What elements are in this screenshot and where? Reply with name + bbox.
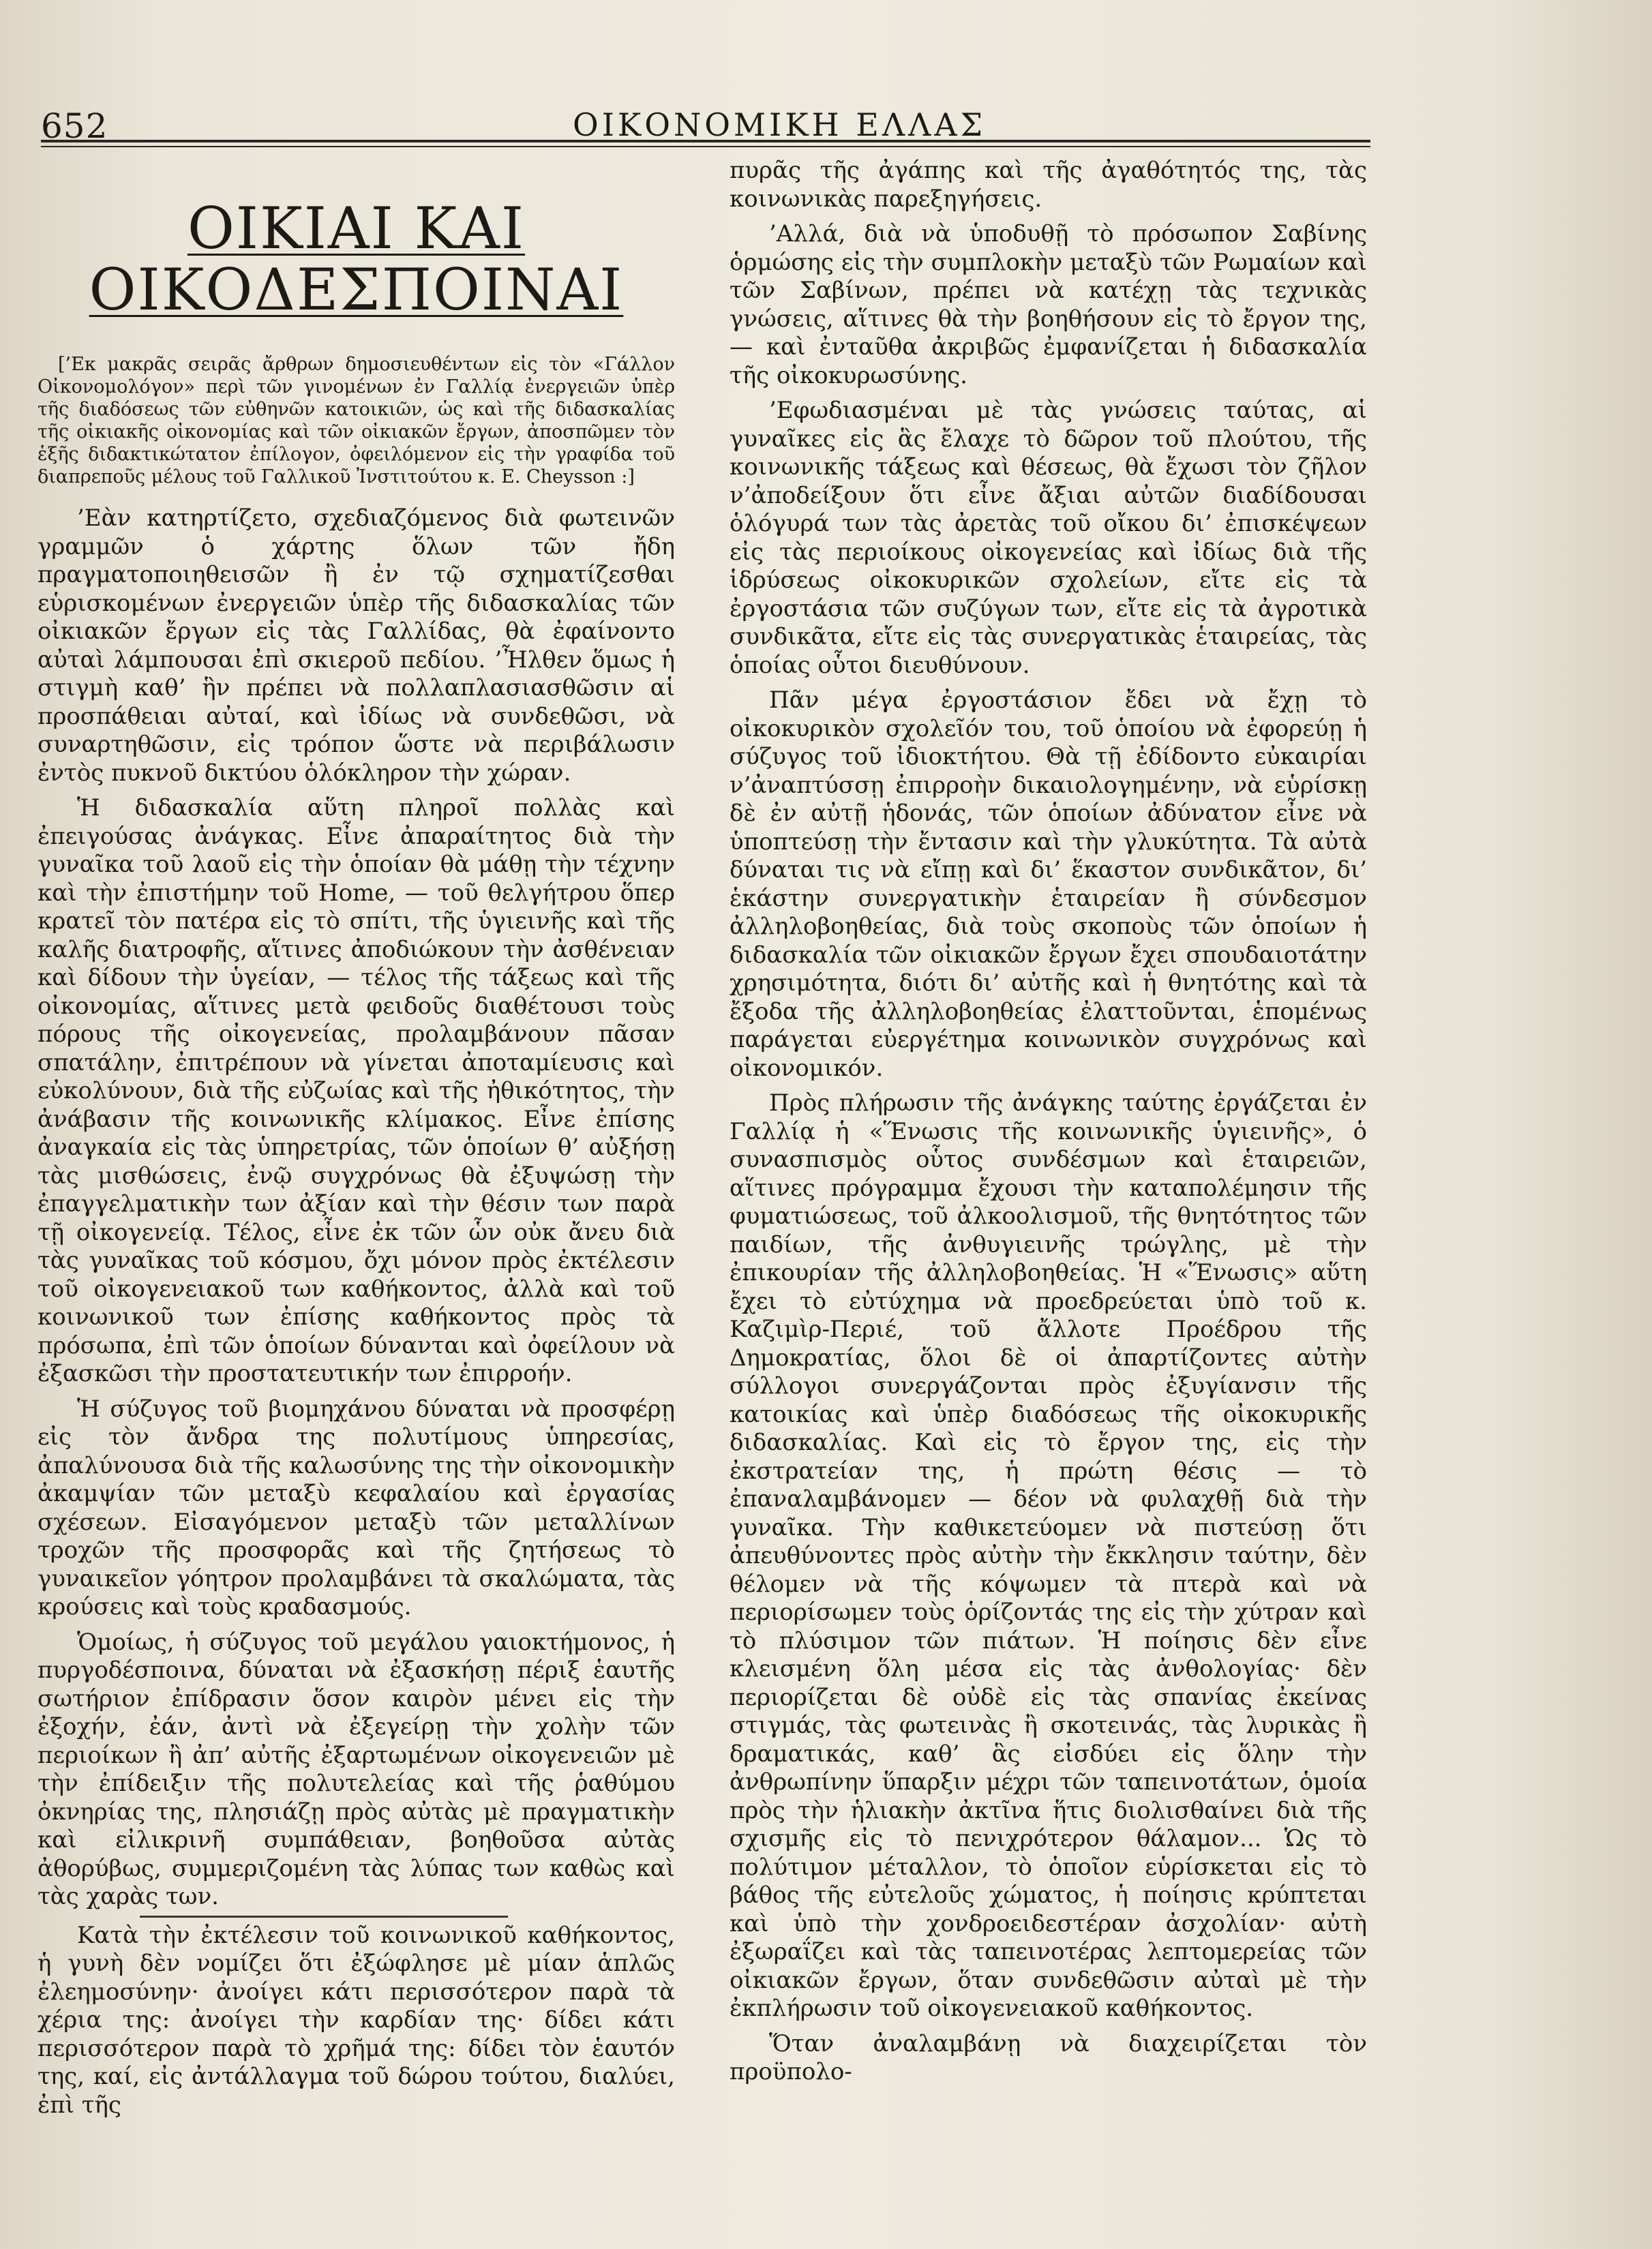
paragraph: Κατὰ τὴν ἐκτέλεσιν τοῦ κοινωνικοῦ καθήκοντος, ἡ γυνὴ δὲν νομίζει ὅτι ἐξώφλησε μὲ μίαν ἁπλῶς ἐλεημοσύνην· ἀνοίγει κάτι περισσότερον παρὰ τὰ χέρια της: ἀνοίγει τὴν καρδίαν της· δίδει κάτι περισσότερον παρὰ τὸ χρῆμά της: δίδει τὸν ἑαυτόν της, καί, εἰς ἀντάλλαγμα τοῦ δώρου τούτου, διαλύει, ἐπὶ τῆς: [37, 1921, 675, 2119]
header-rule: [41, 140, 1370, 142]
paragraph: Πᾶν μέγα ἐργοστάσιον ἔδει νὰ ἔχῃ τὸ οἰκοκυρικὸν σχολεῖόν του, τοῦ ὁποίου νὰ ἐφορεύῃ ἡ σύζυγος τοῦ ἰδιοκτήτου. Θὰ τῇ ἐδίδοντο εὐκαιρίαι ν’ἀναπτύσσῃ ἐπιρροὴν δικαιολογημένην, νὰ εὑρίσκῃ δὲ ἐν αὐτῇ ἡδονάς, τῶν ὁποίων ἀδύνατον εἶνε νὰ ὑποπτεύσῃ τὴν ἔντασιν καὶ τὴν γλυκύτητα. Τὰ αὐτὰ δύναται τις νὰ εἴπῃ καὶ δι’ ἕκαστον συνδικᾶτον, δι’ ἑκάστην συνεργατικὴν ἑταιρείαν ἢ σύνδεσμον ἀλληλοβοηθείας, διὰ τοὺς σκοποὺς τῶν ὁποίων ἡ διδασκαλία τῶν οἰκιακῶν ἔργων ἔχει σπουδαιοτάτην χρησιμότητα, διότι δι’ αὐτῆς καὶ ἡ θνητότης καὶ τὰ ἔξοδα τῆς ἀλληλοβοηθείας ἐλαττοῦνται, ἑπομένως παράγεται εὐεργέτημα κοινωνικὸν συγχρόνως καὶ οἰκονομικόν.: [730, 686, 1367, 1082]
paragraph: Ὁμοίως, ἡ σύζυγος τοῦ μεγάλου γαιοκτήμονος, ἡ πυργοδέσποινα, δύναται νὰ ἐξασκήσῃ πέριξ ἑαυτῆς σωτήριον ἐπίδρασιν ὅσον καιρὸν μένει εἰς τὴν ἐξοχήν, ἐάν, ἀντὶ νὰ ἐξεγείρῃ τὴν χολὴν τῶν περιοίκων ἢ ἀπ’ αὐτῆς ἐξαρτωμένων οἰκογενειῶν μὲ τὴν ἐπίδειξιν τῆς πολυτελείας καὶ τῆς ῥαθύμου ὀκνηρίας της, πλησιάζῃ πρὸς αὐτὰς μὲ πραγματικὴν καὶ εἰλικρινῆ συμπάθειαν, βοηθοῦσα αὐτὰς ἀθορύβως, συμμεριζομένη τὰς λύπας των καθὼς καὶ τὰς χαρὰς των.: [37, 1628, 675, 1910]
page-header: [41, 102, 1370, 146]
paragraph: Ἡ διδασκαλία αὕτη πληροῖ πολλὰς καὶ ἐπειγούσας ἀνάγκας. Εἶνε ἀπαραίτητος διὰ τὴν γυναῖκα τοῦ λαοῦ εἰς τὴν ὁποίαν θὰ μάθῃ τὴν τέχνην καὶ τὴν ἐπιστήμην τοῦ Home, — τοῦ θελγήτρου ὅπερ κρατεῖ τὸν πατέρα εἰς τὸ σπίτι, τῆς ὑγιεινῆς καὶ τῆς καλῆς διατροφῆς, αἵτινες ἀποδιώκουν τὴν ἀσθένειαν καὶ δίδουν τὴν ὑγείαν, — τέλος τῆς τάξεως καὶ τῆς οἰκονομίας, αἵτινες μετὰ φειδοῦς διαθέτουσι τοὺς πόρους τῆς οἰκογενείας, προλαμβάνουν πᾶσαν σπατάλην, ἐπιτρέπουν νὰ γίνεται ἀποταμίευσις καὶ εὐκολύνουν, διὰ τῆς εὐζωίας καὶ τῆς ἠθικότητος, τὴν ἀνάβασιν τῆς κοινωνικῆς κλίμακος. Εἶνε ἐπίσης ἀναγκαία εἰς τὰς ὑπηρετρίας, τῶν ὁποίων θ’ αὐξήσῃ τὰς μισθώσεις, ἐνῷ συγχρόνως θὰ ἐξυψώσῃ τὴν ἐπαγγελματικὴν των ἀξίαν καὶ τὴν θέσιν των παρὰ τῇ οἰκογενείᾳ. Τέλος, εἶνε ἐκ τῶν ὧν οὐκ ἄνευ διὰ τὰς γυναῖκας τοῦ κόσμου, ὄχι μόνον πρὸς ἐκτέλεσιν τοῦ οἰκογενειακοῦ των καθήκοντος, ἀλλὰ καὶ τοῦ κοινωνικοῦ των ἐπίσης καθήκοντος πρὸς τὰ πρόσωπα, ἐπὶ τῶν ὁποίων δύνανται καὶ ὀφείλουν νὰ ἐξασκῶσι τὴν προστατευτικήν των ἐπιρροήν.: [37, 794, 675, 1387]
paragraph: Ὅταν ἀναλαμβάνῃ νὰ διαχειρίζεται τὸν προϋπολο-: [730, 2029, 1367, 2085]
article-intro: [37, 353, 675, 488]
paragraph: Πρὸς πλήρωσιν τῆς ἀνάγκης ταύτης ἐργάζεται ἐν Γαλλίᾳ ἡ «Ἕνωσις τῆς κοινωνικῆς ὑγιεινῆς», ὁ συνασπισμὸς οὗτος συνδέσμων καὶ ἑταιρειῶν, αἵτινες πρόγραμμα ἔχουσι τὴν καταπολέμησιν τῆς φυματιώσεως, τοῦ ἀλκοολισμοῦ, τῆς θνητότητος τῶν παιδίων, τῆς ἀνθυγιεινῆς τρώγλης, μὲ τὴν ἐπικουρίαν τῆς ἀλληλοβοηθείας. Ἡ «Ἕνωσις» αὕτη ἔχει τὸ εὐτύχημα νὰ προεδρεύεται ὑπὸ τοῦ κ. Καζιμὶρ-Περιέ, τοῦ ἄλλοτε Προέδρου τῆς Δημοκρατίας, ὅλοι δὲ οἱ ἀπαρτίζοντες αὐτὴν σύλλογοι συνεργάζονται πρὸς ἐξυγίανσιν τῆς κατοικίας καὶ ὑπὲρ διαδόσεως τῆς οἰκοκυρικῆς διδασκαλίας. Καὶ εἰς τὸ ἔργον της, εἰς τὴν ἐκστρατείαν της, ἡ πρώτη θέσις — τὸ ἐπαναλαμβάνομεν — δέον νὰ φυλαχθῇ διὰ τὴν γυναῖκα. Τὴν καθικετεύομεν νὰ πιστεύσῃ ὅτι ἀπευθύνοντες πρὸς αὐτὴν τὴν ἔκκλησιν ταύτην, δὲν θέλομεν νὰ τῆς κόψωμεν τὰ πτερὰ καὶ νὰ περιορίσωμεν τοὺς ὁρίζοντάς της εἰς τὴν χύτραν καὶ τὸ πλύσιμον τῶν πιάτων. Ἡ ποίησις δὲν εἶνε κλεισμένη ὅλη μέσα εἰς τὰς ἀνθολογίας· δὲν περιορίζεται δὲ οὐδὲ εἰς τὰς σπανίας ἐκείνας στιγμάς, τὰς φωτεινὰς ἢ σκοτεινάς, τὰς λυρικὰς ἢ δραματικάς, καθ’ ἃς εἰσδύει εἰς ὅλην τὴν ἀνθρωπίνην ὕπαρξιν μέχρι τῶν ταπεινοτάτων, ὁμοία πρὸς τὴν ἡλιακὴν ἀκτῖνα ἥτις διολισθαίνει διὰ τῆς σχισμῆς εἰς τὸ πενιχρότερον θάλαμον... Ὡς τὸ πολύτιμον μέταλλον, τὸ ὁποῖον εὑρίσκεται εἰς τὸ βάθος τῆς εὐτελοῦς χώματος, ἡ ποίησις κρύπτεται καὶ ὑπὸ τὴν χονδροειδεστέραν ἀσχολίαν· αὐτὴ ἐξωραΐζει καὶ τὰς ταπεινοτέρας λεπτομερείας τῶν οἰκιακῶν ἔργων, ὅταν συνδεθῶσιν αὐταὶ μὲ τὴν ἐκπλήρωσιν τοῦ οἰκογενειακοῦ καθήκοντος.: [730, 1089, 1367, 2022]
header-rule-thin: [41, 146, 1370, 147]
paragraph: ’Εφωδιασμέναι μὲ τὰς γνώσεις ταύτας, αἱ γυναῖκες εἰς ἃς ἔλαχε τὸ δῶρον τοῦ πλούτου, τῆς κοινωνικῆς τάξεως καὶ θέσεως, θὰ ἔχωσι τὸν ζῆλον ν’ἀποδείξουν ὅτι εἶνε ἄξιαι αὐτῶν διαδίδουσαι ὁλόγυρά των τὰς ἀρετὰς τοῦ οἴκου δι’ ἐπισκέψεων εἰς τὰς περιοίκους οἰκογενείας καὶ ἰδίως διὰ τῆς ἱδρύσεως οἰκοκυρικῶν σχολείων, εἴτε εἰς τὰ ἐργοστάσια τῶν συζύγων των, εἴτε εἰς τὰ ἀγροτικὰ συνδικᾶτα, εἴτε εἰς τὰς συνεργατικὰς ἑταιρείας, τὰς ὁποίας οὗτοι διευθύνουν.: [730, 397, 1367, 679]
paragraph: ’Αλλά, διὰ νὰ ὑποδυθῇ τὸ πρόσωπον Σαβίνης ὁρμώσης εἰς τὴν συμπλοκὴν μεταξὺ τῶν Ρωμαίων καὶ τῶν Σαβίνων, πρέπει νὰ κατέχῃ τὰς τεχνικὰς γνώσεις, αἵτινες θὰ τὴν βοηθήσουν εἰς τὸ ἔργον της, — καὶ ἐνταῦθα ἀκριβῶς ἐμφανίζεται ἡ διδασκαλία τῆς οἰκοκυρωσύνης.: [730, 220, 1367, 389]
paragraph: ’Εὰν κατηρτίζετο, σχεδιαζόμενος διὰ φωτεινῶν γραμμῶν ὁ χάρτης ὅλων τῶν ἤδη πραγματοποιηθεισῶν ἢ ἐν τῷ σχηματίζεσθαι εὑρισκομένων ἐνεργειῶν ὑπὲρ τῆς διδασκαλίας τῶν οἰκιακῶν ἔργων εἰς τὰς Γαλλίδας, θὰ ἐφαίνοντο αὐταὶ λάμπουσαι ἐπὶ σκιεροῦ πεδίου. ’Ἦλθεν ὅμως ἡ στιγμὴ καθ’ ἣν πρέπει νὰ πολλαπλασιασθῶσιν αἱ προσπάθειαι αὐταί, καὶ ἰδίως νὰ συνδεθῶσι, νὰ συναρτηθῶσιν, εἰς τρόπον ὥστε νὰ περιβάλωσιν ἐντὸς πυκνοῦ δικτύου ὁλόκληρον τὴν χώραν.: [37, 504, 675, 787]
section-divider: [140, 1916, 508, 1918]
left-column: [37, 157, 675, 2229]
paragraph: Ἡ σύζυγος τοῦ βιομηχάνου δύναται νὰ προσφέρῃ εἰς τὸν ἄνδρα της πολυτίμους ὑπηρεσίας, ἀπαλύνουσα διὰ τῆς καλωσύνης της τὴν οἰκονομικὴν ἀκαμψίαν τῶν μεταξὺ κεφαλαίου καὶ ἐργασίας σχέσεων. Εἰσαγόμενον μεταξὺ τῶν μεταλλίνων τροχῶν τῆς προσφορᾶς καὶ τῆς ζητήσεως τὸ γυναικεῖον γόητρον προλαμβάνει τὰ σκαλώματα, τὰς κρούσεις καὶ τοὺς κραδασμούς.: [37, 1395, 675, 1620]
article-title: ΟΙΚΙΑΙ ΚΑΙ ΟΙΚΟΔΕΣΠΟΙΝΑΙ: [89, 195, 624, 323]
right-column: [730, 157, 1367, 2229]
page-number: 652: [41, 106, 108, 146]
running-title: ΟΙΚΟΝΟΜΙΚΗ ΕΛΛΑΣ: [573, 106, 987, 143]
intro-text: [’Εκ μακρᾶς σειρᾶς ἄρθρων δημοσιευθέντων εἰς τὸν «Γάλλον Οἰκονομολόγον» περὶ τῶν γινομένων ἐν Γαλλίᾳ ἐνεργειῶν ὑπὲρ τῆς διαδόσεως τῶν εὐθηνῶν κατοικιῶν, ὡς καὶ τῆς διδασκαλίας τῆς οἰκιακῆς οἰκονομίας καὶ τῶν οἰκιακῶν ἔργων, ἀποσπῶμεν τὸν ἑξῆς διδακτικώτατον ἐπίλογον, ὀφειλόμενον εἰς τὴν γραφίδα τοῦ διαπρεποῦς μέλους τοῦ Γαλλικοῦ Ἰνστιτούτου κ. E. Cheysson :]: [37, 354, 675, 487]
paragraph-continued: πυρᾶς τῆς ἀγάπης καὶ τῆς ἀγαθότητός της, τὰς κοινωνικὰς παρεξηγήσεις.: [730, 157, 1367, 213]
